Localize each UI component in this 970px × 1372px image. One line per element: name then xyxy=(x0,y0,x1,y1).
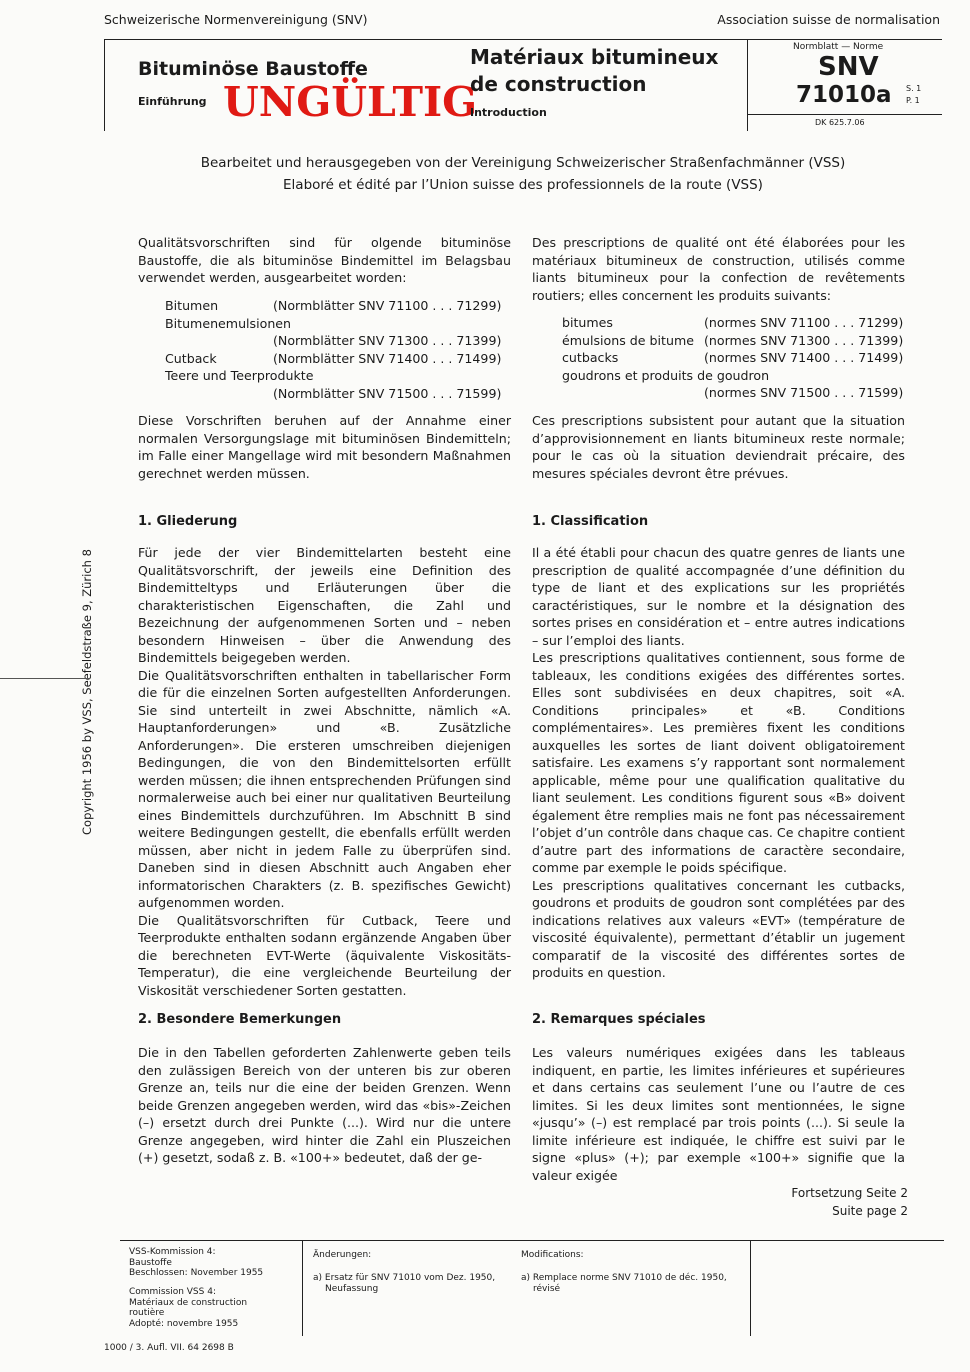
divider xyxy=(750,1240,751,1336)
editor-de: Bearbeitet und herausgegeben von der Vereinigung Schweizerischer Straßenfachmänner (VSS) xyxy=(200,155,846,171)
section2-de xyxy=(138,1044,511,1167)
page-de: S. 1 xyxy=(906,84,922,93)
footer-line: révisé xyxy=(533,1283,561,1294)
heading-remarques: 2. Remarques spéciales xyxy=(532,1012,706,1027)
continuation xyxy=(791,1184,908,1220)
paragraph: Les valeurs numériques exigées dans les tableaus indiquent, en partie, les limites inférieures et supérieures et dans certains cas seulement l’une ou l’autre de ces limites. Si les deux limites sont mentionnées, le signe «jusqu’» (–) est remplacé par trois points (...). Si seule la limite inférieure est indiquée, le chiffre est suivi par le signe «plus» (+); par exemple «100+» signifie que la valeur exigée xyxy=(532,1045,905,1183)
copyright: Copyright 1956 by VSS, Seefeldstraße 9, Zürich 8 xyxy=(80,549,94,835)
paragraph: Die in den Tabellen geforderten Zahlenwerte geben teils den zulässigen Bereich von der unteren bis zur oberen Grenze an, teils nur die eine der beiden Grenzen. Wenn beide Grenzen angegeben werden, wird das «bis»-Zeichen (–) ersetzt durch drei Punkte (...). Wird nur die untere Grenze angegeben, wird hinter die Zahl ein Pluszeichen (+) gesetzt, sodaß z. B. «100+» bedeutet, daß der ge- xyxy=(138,1045,511,1165)
norm-caption: Normblatt — Norme xyxy=(793,42,884,52)
subtitle-fr: Introduction xyxy=(470,106,547,119)
heading-classification: 1. Classification xyxy=(532,514,649,529)
product-list-fr xyxy=(562,314,903,402)
continuation-fr: Suite page 2 xyxy=(832,1204,908,1218)
norm-org: SNV xyxy=(818,52,879,82)
list-item: cutbacks (normes SNV 71400 . . . 71499) xyxy=(562,350,904,365)
intro-de-text: Qualitätsvorschriften sind für olgende bituminöse Baustoffe, die als bituminöse Bindemittel im Belagsbau verwendet werden, ausgearbeitet worden: xyxy=(138,235,511,285)
divider xyxy=(302,1240,303,1336)
divider xyxy=(747,114,942,115)
changes-de-label: Änderungen: xyxy=(313,1250,372,1260)
paragraph: Die Qualitätsvorschriften für Cutback, Teere und Teerprodukte enthalten sodann ergänzende Angaben über die berechneten EVT-Werte (äquivalente Viskositäts-Temperatur), die eine vergleichende Beurteilung der Viskosität verschiedener Sorten gestatten. xyxy=(138,912,511,998)
heading-bemerkungen: 2. Besondere Bemerkungen xyxy=(138,1012,342,1027)
basis-fr-text: Ces prescriptions subsistent pour autant que la situation d’approvisionnement en liants bitumineux reste normale; pour le cas où la situation deviendrait précaire, des mesures spéciales devront être prévues. xyxy=(532,413,905,481)
section1-de xyxy=(138,544,511,999)
basis-de xyxy=(138,412,511,482)
list-item: Teere und Teerprodukte xyxy=(165,368,314,383)
subtitle-de: Einführung xyxy=(138,95,207,108)
paragraph: Die Qualitätsvorschriften enthalten in tabellarischer Form die für die einzelnen Sorten aufgestellten Anforderungen. Sie sind unterteilt in zwei Abschnitte, nämlich «A. Hauptanforderungen» und «B. Zusätzliche Anforderungen». Die ersteren umschreiben diejenigen Bedingungen, die von den Bindemittelsorten erfüllt werden müssen; die ihnen entsprechenden Prüfungen sind normalerweise auch bei einer nur qualitativen Beurteilung eines Bindemittels durchzuführen. Im Abschnitt B sind weitere Bedingungen gestellt, die ebenfalls erfüllt werden müssen, aber nicht in jedem Falle zu überprüfen sind. Daneben sind in diesen Abschnitt auch Angaben eher informatorischen Charakters (z. B. spezifisches Gewicht) aufgenommen worden. xyxy=(138,667,511,910)
intro-fr xyxy=(532,234,905,304)
footer-line: routière xyxy=(129,1308,165,1318)
footer-line: Beschlossen: November 1955 xyxy=(129,1268,264,1278)
paragraph: Für jede der vier Bindemittelarten besteht eine Qualitätsvorschrift, der jeweils eine Definition des Bindemitteltyps und Erläuterungen über die charakteristischen Eigenschaften, die Zahl und Bezeichnung der aufgenommenen Sorten und – neben besondern Hinweisen – über die Anwendung des Bindemittels beigegeben werden. xyxy=(138,545,511,665)
paragraph: Les prescriptions qualitatives concernant les cutbacks, goudrons et produits de goudron sont complétées par des indications relatives aux valeurs «EVT» (température de viscosité équivalente), permettant d’établir un jugement comparatif de la viscosité des différentes sortes de produits en question. xyxy=(532,877,905,980)
footer-line: Matériaux de construction xyxy=(129,1297,248,1308)
invalid-stamp: UNGÜLTIG xyxy=(223,78,478,126)
footer-line: VSS-Kommission 4: xyxy=(129,1247,216,1257)
list-item: Bitumen (Normblätter SNV 71100 . . . 71299) xyxy=(165,298,502,313)
org-name-fr: Association suisse de normalisation xyxy=(717,12,940,27)
list-item: (Normblätter SNV 71300 . . . 71399) xyxy=(273,333,502,348)
basis-de-text: Diese Vorschriften beruhen auf der Annahme einer normalen Versorgungslage mit bituminösen Bindemitteln; im Falle einer Mangellage wird mit besondern Maßnahmen gerechnet werden müssen. xyxy=(138,413,511,481)
list-item: bitumes (normes SNV 71100 . . . 71299) xyxy=(562,315,904,330)
title-de: Bituminöse Baustoffe xyxy=(138,58,368,80)
list-item: (normes SNV 71500 . . . 71599) xyxy=(704,385,904,400)
list-item: (Normblätter SNV 71500 . . . 71599) xyxy=(273,385,502,401)
changes-de xyxy=(313,1273,495,1294)
changes-fr xyxy=(521,1273,727,1294)
footer-line: Neufassung xyxy=(325,1283,379,1294)
footer-line: a) Remplace norme SNV 71010 de déc. 1950, xyxy=(521,1273,727,1283)
editor-fr: Elaboré et édité par l’Union suisse des professionnels de la route (VSS) xyxy=(283,177,763,193)
footer-line: Baustoffe xyxy=(129,1257,172,1268)
intro-de xyxy=(138,234,511,287)
paragraph: Il a été établi pour chacun des quatre genres de liants une prescription de qualité accompagnée d’une définition du type de liant et des explications sur les propriétés caractéristiques, sur le nombre et la désignation des sortes prises en considération et – entre autres indications – sur l’emploi des liants. xyxy=(532,545,905,648)
print-info: 1000 / 3. Aufl. VII. 64 2698 B xyxy=(104,1343,234,1353)
product-list-de xyxy=(165,297,501,402)
title-fr: Matériaux bitumineux de construction xyxy=(470,45,719,96)
footer-line: a) Ersatz für SNV 71010 vom Dez. 1950, xyxy=(313,1273,496,1283)
section1-fr xyxy=(532,544,905,982)
list-item: goudrons et produits de goudron xyxy=(562,367,770,383)
dk-code: DK 625.7.06 xyxy=(815,118,865,127)
list-item: Cutback (Normblätter SNV 71400 . . . 71499) xyxy=(165,350,502,366)
page-fr: P. 1 xyxy=(906,96,920,105)
vss-commission-de xyxy=(129,1247,263,1279)
list-item: émulsions de bitume (normes SNV 71300 . . . 71399) xyxy=(562,332,904,348)
continuation-de: Fortsetzung Seite 2 xyxy=(791,1186,908,1200)
heading-gliederung: 1. Gliederung xyxy=(138,514,238,529)
list-item: Bitumenemulsionen xyxy=(165,315,292,331)
changes-fr-label: Modifications: xyxy=(521,1250,584,1260)
margin-mark xyxy=(0,678,90,679)
org-name-de: Schweizerische Normenvereinigung (SNV) xyxy=(104,12,368,27)
footer-line: Commission VSS 4: xyxy=(129,1287,216,1297)
page-number xyxy=(906,83,921,107)
vss-commission-fr xyxy=(129,1287,247,1329)
intro-fr-text: Des prescriptions de qualité ont été élaborées pour les matériaux bitumineux de construction, utilisés comme liants bitumineux pour la confection de revêtements routiers; elles concernent les produits suivants: xyxy=(532,235,905,303)
footer-line: Adopté: novembre 1955 xyxy=(129,1318,239,1329)
section2-fr xyxy=(532,1044,905,1184)
basis-fr xyxy=(532,412,905,482)
norm-number: 71010a xyxy=(796,82,892,108)
paragraph: Les prescriptions qualitatives contiennent, sous forme de tableaux, les conditions exigées des différentes sortes. Elles sont subdivisées en deux chapitres, soit «A. Conditions principales» et «B. Conditions complémentaires». Les premières fixent les conditions auxquelles les sortes de liant doivent obligatoirement satisfaire. Les examens s’y rapportant sont normalement applicable, même pour une qualification qualitative du liant seulement. Les conditions figurent sous «B» doivent également être remplies mais ne font pas nécessairement l’objet d’un contrôle dans chaque cas. Ce chapitre contient d’autre part des informations de caractère secondaire, comme par exemple le poids spécifique. xyxy=(532,650,905,875)
